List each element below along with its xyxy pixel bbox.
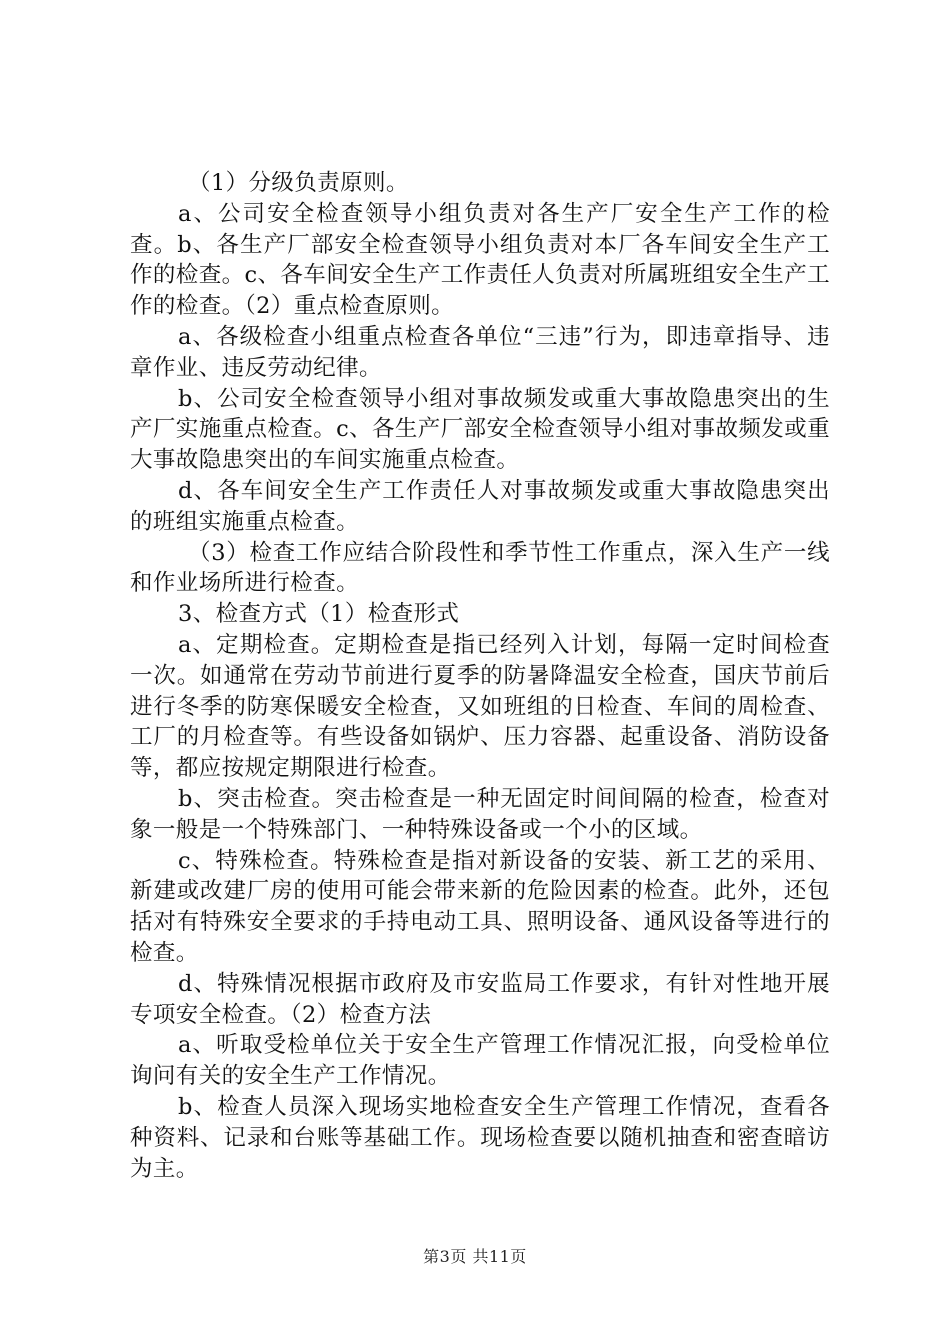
paragraph: b、公司安全检查领导小组对事故频发或重大事故隐患突出的生产厂实施重点检查。c、各生产厂部安全检查领导小组对事故频发或重大事故隐患突出的车间实施重点检查。 [130, 385, 831, 474]
paragraph: （3）检查工作应结合阶段性和季节性工作重点，深入生产一线和作业场所进行检查。 [130, 539, 830, 597]
paragraph: d、各车间安全生产工作责任人对事故频发或重大事故隐患突出的班组实施重点检查。 [130, 477, 830, 535]
paragraph: 3、检查方式（1）检查形式 [178, 601, 460, 628]
paragraph: a、各级检查小组重点检查各单位“三违”行为，即违章指导、违章作业、违反劳动纪律。 [130, 323, 830, 381]
paragraph: （1）分级负责原则。 [188, 170, 409, 196]
page-number-footer: 第3页 共11页 [423, 1247, 527, 1266]
paragraph: d、特殊情况根据市政府及市安监局工作要求，有针对性地开展专项安全检查。（2）检查方法 [130, 970, 830, 1028]
paragraph: a、听取受检单位关于安全生产管理工作情况汇报，向受检单位询问有关的安全生产工作情况。 [130, 1032, 830, 1090]
paragraph: a、公司安全检查领导小组负责对各生产厂安全生产工作的检查。b、各生产厂部安全检查领导小组负责对本厂各车间安全生产工作的检查。c、各车间安全生产工作责任人负责对所属班组安全生产工作的检查。（2）重点检查原则。 [130, 200, 831, 320]
document-body [130, 168, 830, 1184]
paragraph: a、定期检查。定期检查是指已经列入计划，每隔一定时间检查一次。如通常在劳动节前进行夏季的防暑降温安全检查，国庆节前后进行冬季的防寒保暖安全检查，又如班组的日检查、车间的周检查、工厂的月检查等。有些设备如锅炉、压力容器、起重设备、消防设备等，都应按规定期限进行检查。 [130, 631, 830, 782]
paragraph: c、特殊检查。特殊检查是指对新设备的安装、新工艺的采用、新建或改建厂房的使用可能会带来新的危险因素的检查。此外，还包括对有特殊安全要求的手持电动工具、照明设备、通风设备等进行的检查。 [130, 847, 830, 966]
paragraph: b、检查人员深入现场实地检查安全生产管理工作情况，查看各种资料、记录和台账等基础工作。现场检查要以随机抽查和密查暗访为主。 [130, 1093, 830, 1182]
paragraph: b、突击检查。突击检查是一种无固定时间间隔的检查，检查对象一般是一个特殊部门、一种特殊设备或一个小的区域。 [130, 785, 830, 843]
